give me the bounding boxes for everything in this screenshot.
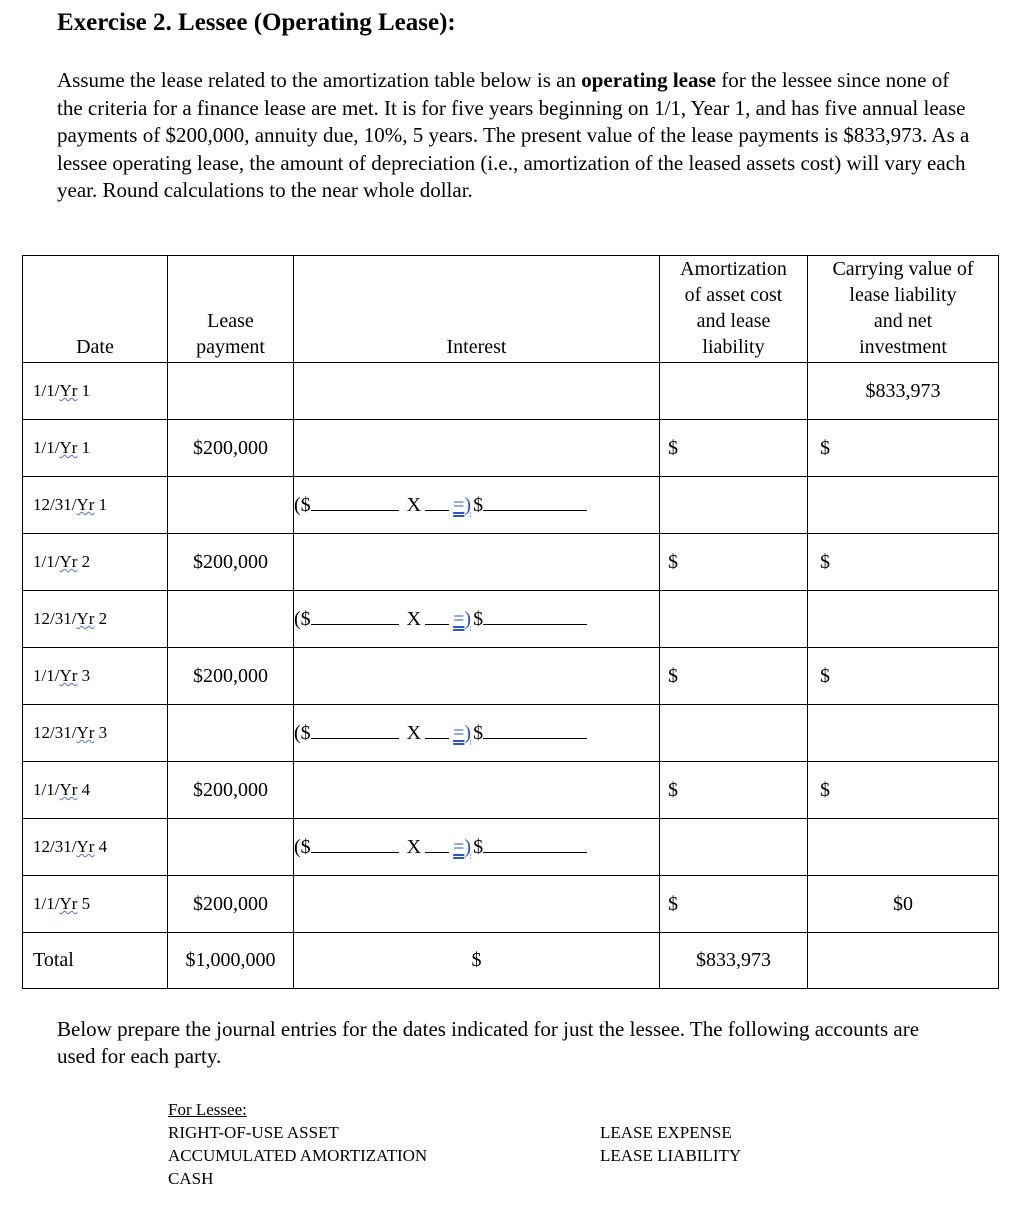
row-lease-payment: $200,000 [168, 534, 294, 591]
row-amortization: $ [660, 876, 808, 933]
rate-blank[interactable] [425, 835, 449, 853]
header-amortization: Amortization of asset cost and lease liability [660, 256, 808, 363]
interest-result-blank[interactable] [483, 835, 587, 853]
principal-blank[interactable] [311, 607, 399, 625]
row-date: 1/1/Yr 1 [23, 420, 168, 477]
row-carrying-value [808, 819, 999, 876]
row-amortization: $ [660, 648, 808, 705]
row-date: 12/31/Yr 3 [23, 705, 168, 762]
row-carrying-value: $ [808, 648, 999, 705]
table-row [23, 648, 999, 705]
row-lease-payment [168, 477, 294, 534]
interest-cell [294, 648, 660, 705]
rate-blank[interactable] [425, 721, 449, 739]
total-label: Total [23, 933, 168, 989]
row-date: 1/1/Yr 1 [23, 363, 168, 420]
interest-formula: ($ X =) $ [294, 819, 660, 876]
row-carrying-value: $833,973 [808, 363, 999, 420]
row-lease-payment: $200,000 [168, 876, 294, 933]
row-date: 12/31/Yr 1 [23, 477, 168, 534]
table-row [23, 762, 999, 819]
table-row [23, 477, 999, 534]
row-carrying-value [808, 705, 999, 762]
rate-blank[interactable] [425, 493, 449, 511]
interest-result-blank[interactable] [483, 493, 587, 511]
row-lease-payment: $200,000 [168, 648, 294, 705]
row-amortization [660, 477, 808, 534]
row-date: 1/1/Yr 5 [23, 876, 168, 933]
row-date: 12/31/Yr 2 [23, 591, 168, 648]
row-amortization [660, 705, 808, 762]
row-date: 1/1/Yr 4 [23, 762, 168, 819]
row-lease-payment [168, 363, 294, 420]
row-lease-payment [168, 591, 294, 648]
header-carrying-value: Carrying value of lease liability and net investment [808, 256, 999, 363]
rate-blank[interactable] [425, 607, 449, 625]
header-lease-payment: Lease payment [168, 256, 294, 363]
interest-cell [294, 363, 660, 420]
intro-text-1: Assume the lease related to the amortization table below is an [57, 68, 582, 92]
intro-text-2: for the lessee since none of the criteria for a finance lease are met. It is for five years beginning on 1/1, Year 1, and has five annual lease payments of $200,000, annuity due, 10%, 5 years. The present value of the lease payments is $833,973. As a lessee operating lease, the amount of depreciation (i.e., amortization of the leased assets cost) will vary each year. Round calculations to the near whole dollar. [57, 68, 970, 202]
row-carrying-value [808, 591, 999, 648]
principal-blank[interactable] [311, 493, 399, 511]
row-date: 12/31/Yr 4 [23, 819, 168, 876]
row-lease-payment: $200,000 [168, 420, 294, 477]
account-cash: CASH [168, 1169, 214, 1188]
table-header-row [23, 256, 999, 363]
row-amortization: $ [660, 420, 808, 477]
principal-blank[interactable] [311, 835, 399, 853]
table-row [23, 705, 999, 762]
table-row [23, 819, 999, 876]
row-amortization [660, 363, 808, 420]
row-carrying-value: $ [808, 420, 999, 477]
row-lease-payment [168, 819, 294, 876]
lessee-accounts-left [168, 1098, 427, 1190]
interest-cell [294, 876, 660, 933]
table-row [23, 876, 999, 933]
table-total-row [23, 933, 999, 989]
interest-cell [294, 534, 660, 591]
row-lease-payment [168, 705, 294, 762]
row-amortization: $ [660, 534, 808, 591]
interest-formula: ($ X =) $ [294, 477, 660, 534]
total-carrying-value [808, 933, 999, 989]
account-lease-expense: LEASE EXPENSE [600, 1123, 732, 1142]
row-date: 1/1/Yr 3 [23, 648, 168, 705]
row-amortization [660, 819, 808, 876]
header-interest: Interest [294, 256, 660, 363]
row-lease-payment: $200,000 [168, 762, 294, 819]
row-carrying-value: $0 [808, 876, 999, 933]
account-lease-liability: LEASE LIABILITY [600, 1146, 742, 1165]
interest-cell [294, 762, 660, 819]
lessee-heading: For Lessee: [168, 1100, 247, 1119]
table-row [23, 420, 999, 477]
lessee-accounts-right [600, 1121, 741, 1167]
header-date: Date [23, 256, 168, 363]
total-interest: $ [294, 933, 660, 989]
interest-cell [294, 420, 660, 477]
intro-paragraph [57, 67, 977, 205]
table-row [23, 534, 999, 591]
table-row [23, 363, 999, 420]
exercise-title: Exercise 2. Lessee (Operating Lease): [57, 9, 456, 36]
row-carrying-value [808, 477, 999, 534]
account-accumulated-amortization: ACCUMULATED AMORTIZATION [168, 1146, 428, 1165]
account-right-of-use-asset: RIGHT-OF-USE ASSET [168, 1123, 339, 1142]
row-amortization: $ [660, 762, 808, 819]
amortization-table [22, 255, 999, 989]
total-payment: $1,000,000 [168, 933, 294, 989]
interest-formula: ($ X =) $ [294, 591, 660, 648]
instructions-paragraph: Below prepare the journal entries for the dates indicated for just the lessee. The following accounts are used for each party. [57, 1017, 920, 1068]
row-date: 1/1/Yr 2 [23, 534, 168, 591]
interest-result-blank[interactable] [483, 721, 587, 739]
table-row [23, 591, 999, 648]
row-amortization [660, 591, 808, 648]
principal-blank[interactable] [311, 721, 399, 739]
interest-formula: ($ X =) $ [294, 705, 660, 762]
row-carrying-value: $ [808, 534, 999, 591]
interest-result-blank[interactable] [483, 607, 587, 625]
total-amortization: $833,973 [660, 933, 808, 989]
row-carrying-value: $ [808, 762, 999, 819]
intro-bold-operating-lease: operating lease [581, 68, 716, 92]
